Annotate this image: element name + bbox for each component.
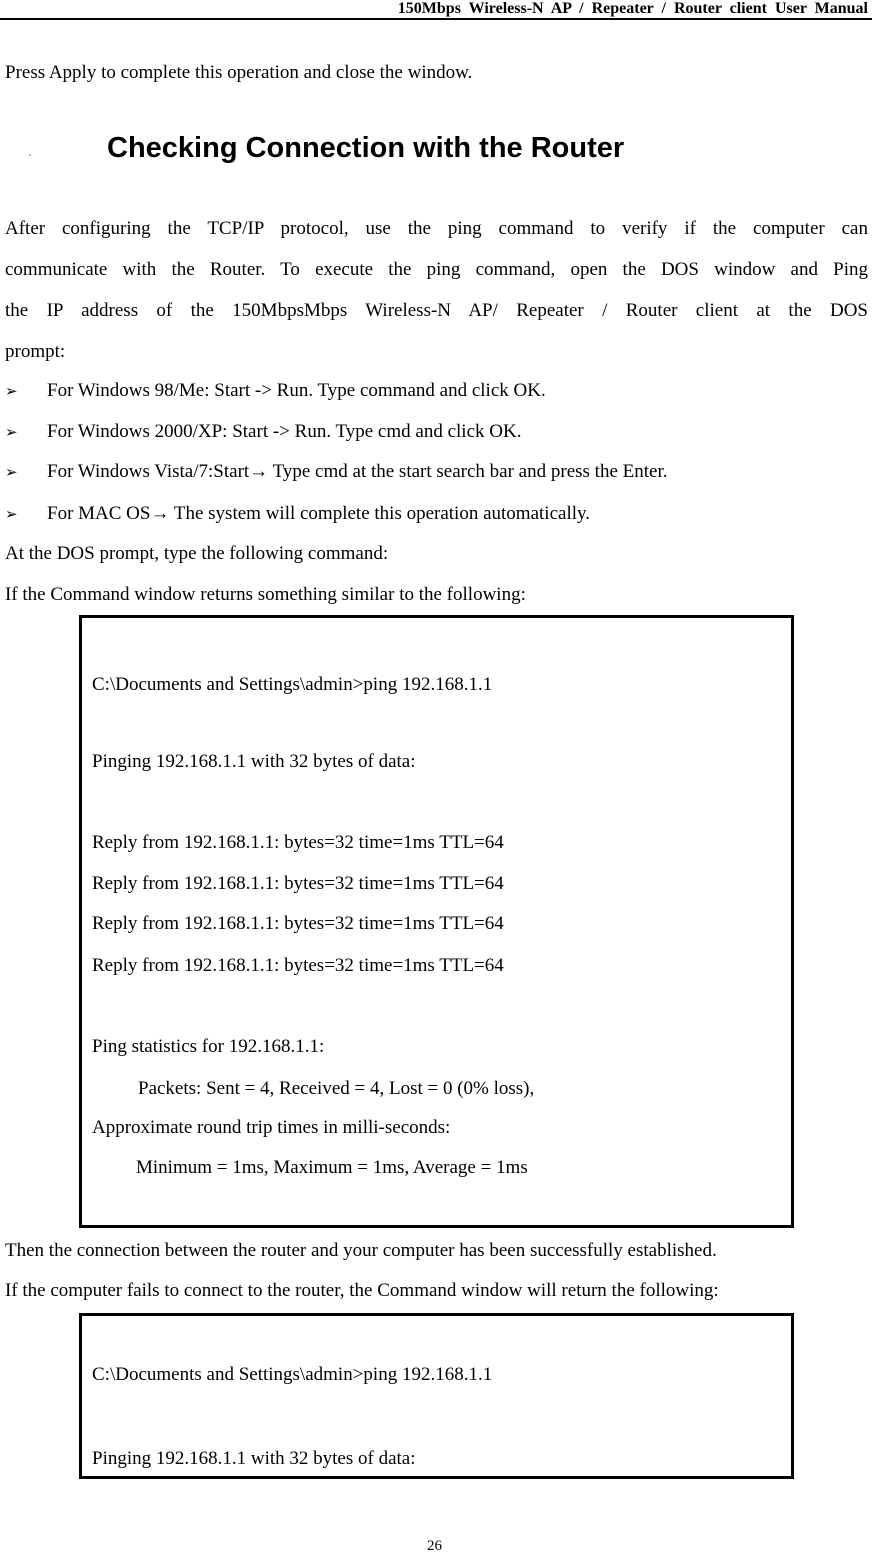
heading-marker [29, 154, 31, 156]
code-line: C:\Documents and Settings\admin>ping 192.168.1.1 [92, 674, 493, 695]
success-result: Then the connection between the router and your computer has been successfully established. [5, 1240, 717, 1261]
arrow-bullet-icon: ➢ [5, 463, 18, 481]
fail-intro: If the computer fails to connect to the router, the Command window will return the following: [5, 1280, 719, 1301]
header-rule [0, 18, 872, 20]
list-item: ➢ For Windows Vista/7:Start→ Type cmd at the start search bar and press the Enter. [5, 461, 668, 482]
code-line: Packets: Sent = 4, Received = 4, Lost = 0 (0% loss), [138, 1078, 535, 1099]
success-intro: If the Command window returns something similar to the following: [5, 584, 526, 605]
paragraph-line: the IP address of the 150MbpsMbps Wireless-N AP/ Repeater / Router client at the DOS [5, 300, 868, 321]
code-line: Reply from 192.168.1.1: bytes=32 time=1ms TTL=64 [92, 913, 504, 934]
code-line: C:\Documents and Settings\admin>ping 192.168.1.1 [92, 1364, 493, 1385]
code-line: Pinging 192.168.1.1 with 32 bytes of data: [92, 1448, 416, 1469]
code-line: Reply from 192.168.1.1: bytes=32 time=1ms TTL=64 [92, 873, 504, 894]
list-item: ➢ For MAC OS→ The system will complete this operation automatically. [5, 503, 591, 524]
paragraph-line: prompt: [5, 341, 66, 362]
list-item: ➢ For Windows 98/Me: Start -> Run. Type command and click OK. [5, 380, 546, 401]
code-line: Ping statistics for 192.168.1.1: [92, 1036, 325, 1057]
running-header: 150Mbps Wireless-N AP / Repeater / Router client User Manual [397, 0, 868, 17]
intro-text: Press Apply to complete this operation and close the window. [5, 62, 473, 83]
dos-prompt-text: At the DOS prompt, type the following command: [5, 543, 389, 564]
arrow-bullet-icon: ➢ [5, 423, 18, 441]
page-number: 26 [427, 1538, 442, 1554]
paragraph-line: communicate with the Router. To execute the ping command, open the DOS window and Ping [5, 259, 868, 280]
list-item: ➢ For Windows 2000/XP: Start -> Run. Type cmd and click OK. [5, 421, 522, 442]
fail-output-box [79, 1313, 794, 1479]
section-title: Checking Connection with the Router [107, 132, 625, 164]
code-line: Pinging 192.168.1.1 with 32 bytes of data: [92, 751, 416, 772]
paragraph-line: After configuring the TCP/IP protocol, use the ping command to verify if the computer can [5, 218, 868, 239]
arrow-bullet-icon: ➢ [5, 382, 18, 400]
code-line: Approximate round trip times in milli-seconds: [92, 1117, 451, 1138]
arrow-bullet-icon: ➢ [5, 505, 18, 523]
code-line: Minimum = 1ms, Maximum = 1ms, Average = 1ms [136, 1157, 528, 1178]
code-line: Reply from 192.168.1.1: bytes=32 time=1ms TTL=64 [92, 832, 504, 853]
code-line: Reply from 192.168.1.1: bytes=32 time=1ms TTL=64 [92, 955, 504, 976]
success-output-box [79, 615, 794, 1228]
